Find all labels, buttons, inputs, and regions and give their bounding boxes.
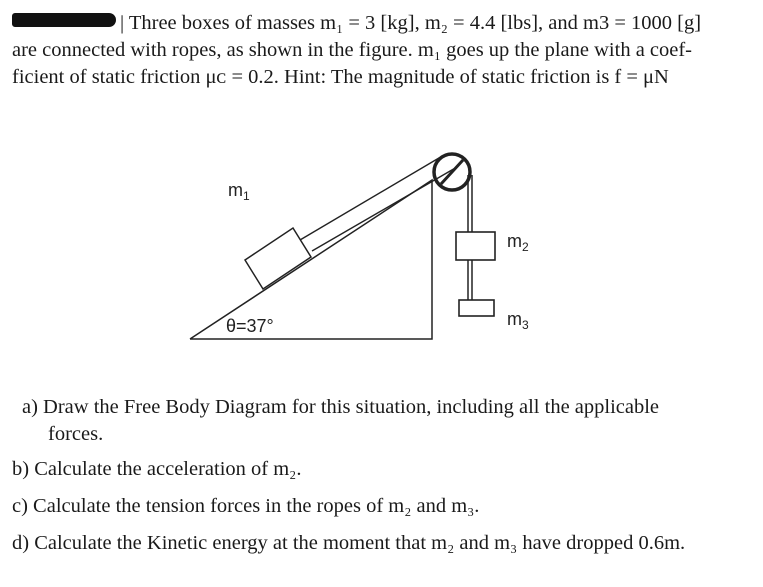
question-d: d) Calculate the Kinetic energy at the moment that m₂ and m₃ have dropped 0.6m.: [12, 532, 686, 554]
label-m2: $m_2$: [507, 231, 529, 254]
question-b: b) Calculate the acceleration of m₂.: [12, 458, 302, 480]
rope-incline-top: [300, 155, 444, 240]
rope-incline-bottom: [312, 167, 457, 251]
angle-label: θ=37°: [226, 316, 274, 336]
box-m1: [245, 228, 311, 289]
problem-line-3: ficient of static friction μᴄ = 0.2. Hint: The magnitude of static friction is f = μN: [12, 66, 669, 88]
box-m3: [459, 300, 494, 316]
question-a-line-1: a) Draw the Free Body Diagram for this situation, including all the applicable: [22, 396, 660, 418]
problem-line-2: are connected with ropes, as shown in the figure. m₁ goes up the plane with a coef-: [12, 39, 693, 61]
problem-line-1: | Three boxes of masses m₁ = 3 [kg], m₂ = 4.4 [lbs], and m3 = 1000 [g]: [120, 12, 702, 34]
question-c: c) Calculate the tension forces in the ropes of m₂ and m₃.: [12, 495, 480, 517]
box-m2: [456, 232, 495, 260]
question-a: [12, 394, 734, 448]
label-m3: $m_3$: [507, 309, 529, 332]
question-a-line-2: forces.: [48, 423, 104, 445]
label-m1: $m_1$: [228, 180, 250, 203]
